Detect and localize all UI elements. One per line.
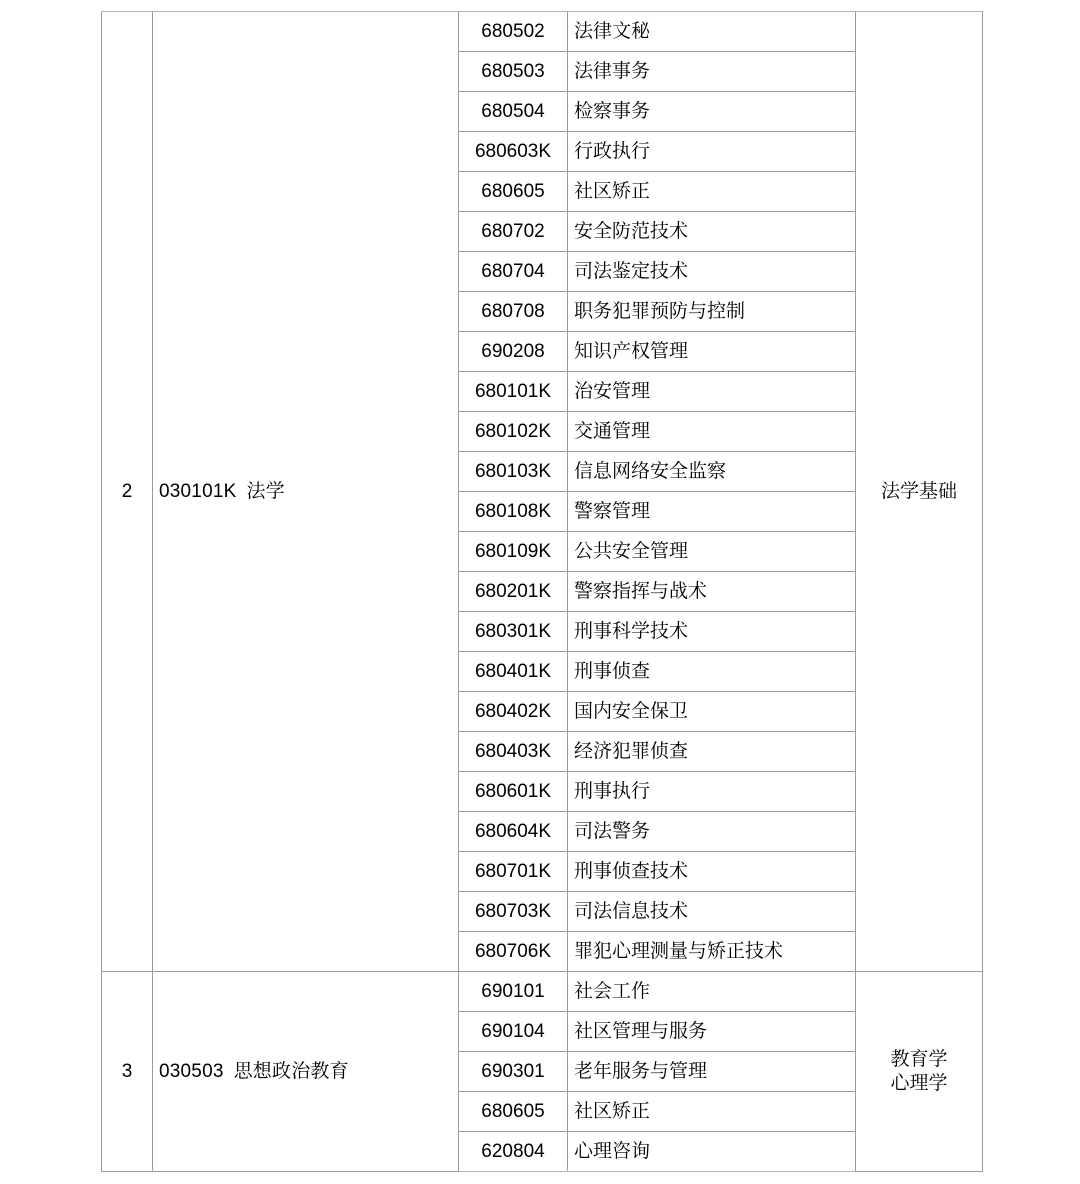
specialty-code-cell: 680603K [459,132,568,172]
specialty-name-cell: 国内安全保卫 [568,692,856,732]
specialty-code-cell: 680701K [459,852,568,892]
specialty-name-cell: 刑事科学技术 [568,612,856,652]
specialty-name-cell: 法律文秘 [568,12,856,52]
specialty-name-cell: 法律事务 [568,52,856,92]
specialty-name-cell: 行政执行 [568,132,856,172]
specialty-code-cell: 680108K [459,492,568,532]
specialty-code-cell: 690101 [459,972,568,1012]
exam-subject-cell [856,972,983,1172]
specialty-name-cell: 知识产权管理 [568,332,856,372]
specialty-code-cell: 680403K [459,732,568,772]
specialty-code-cell: 680704 [459,252,568,292]
specialty-name-cell: 安全防范技术 [568,212,856,252]
specialty-code-cell: 680604K [459,812,568,852]
specialty-name-cell: 社会工作 [568,972,856,1012]
table-row [102,972,983,1012]
specialty-name-cell: 司法信息技术 [568,892,856,932]
row-index-cell: 2 [102,12,153,972]
specialty-code-cell: 680502 [459,12,568,52]
specialty-name-cell: 职务犯罪预防与控制 [568,292,856,332]
exam-subject-cell [856,12,983,972]
specialty-code-cell: 680503 [459,52,568,92]
specialty-name-cell: 社区矫正 [568,172,856,212]
specialty-code-cell: 680101K [459,372,568,412]
specialty-name-cell: 心理咨询 [568,1132,856,1172]
specialty-code-cell: 680605 [459,1092,568,1132]
specialty-name-cell: 警察指挥与战术 [568,572,856,612]
major-name: 法学 [246,480,285,502]
specialty-name-cell: 治安管理 [568,372,856,412]
specialty-name-cell: 刑事执行 [568,772,856,812]
specialty-correspondence-table [101,11,983,1172]
specialty-name-cell: 社区管理与服务 [568,1012,856,1052]
specialty-name-cell: 老年服务与管理 [568,1052,856,1092]
specialty-code-cell: 680401K [459,652,568,692]
specialty-code-cell: 620804 [459,1132,568,1172]
specialty-name-cell: 交通管理 [568,412,856,452]
major-cell [153,972,459,1172]
specialty-code-cell: 680402K [459,692,568,732]
specialty-code-cell: 680103K [459,452,568,492]
specialty-code-cell: 680109K [459,532,568,572]
exam-subject-line: 教育学 [890,1048,948,1070]
specialty-table-container [101,11,982,1172]
specialty-name-cell: 刑事侦查 [568,652,856,692]
specialty-code-cell: 680601K [459,772,568,812]
table-body [102,12,983,1172]
exam-subject-line: 心理学 [890,1072,948,1094]
specialty-code-cell: 680702 [459,212,568,252]
specialty-code-cell: 680703K [459,892,568,932]
major-cell [153,12,459,972]
major-code: 030503 [159,1060,224,1082]
specialty-code-cell: 690208 [459,332,568,372]
specialty-code-cell: 680706K [459,932,568,972]
specialty-name-cell: 罪犯心理测量与矫正技术 [568,932,856,972]
specialty-code-cell: 680201K [459,572,568,612]
specialty-code-cell: 680504 [459,92,568,132]
major-code: 030101K [159,480,237,502]
exam-subject-line: 法学基础 [880,480,957,502]
specialty-name-cell: 司法鉴定技术 [568,252,856,292]
major-name: 思想政治教育 [233,1060,349,1082]
specialty-name-cell: 检察事务 [568,92,856,132]
specialty-code-cell: 690104 [459,1012,568,1052]
specialty-code-cell: 680102K [459,412,568,452]
specialty-name-cell: 司法警务 [568,812,856,852]
specialty-name-cell: 信息网络安全监察 [568,452,856,492]
specialty-name-cell: 经济犯罪侦查 [568,732,856,772]
specialty-name-cell: 刑事侦查技术 [568,852,856,892]
specialty-code-cell: 690301 [459,1052,568,1092]
specialty-code-cell: 680708 [459,292,568,332]
specialty-code-cell: 680301K [459,612,568,652]
row-index-cell: 3 [102,972,153,1172]
specialty-name-cell: 公共安全管理 [568,532,856,572]
specialty-name-cell: 警察管理 [568,492,856,532]
specialty-code-cell: 680605 [459,172,568,212]
specialty-name-cell: 社区矫正 [568,1092,856,1132]
table-row [102,12,983,52]
